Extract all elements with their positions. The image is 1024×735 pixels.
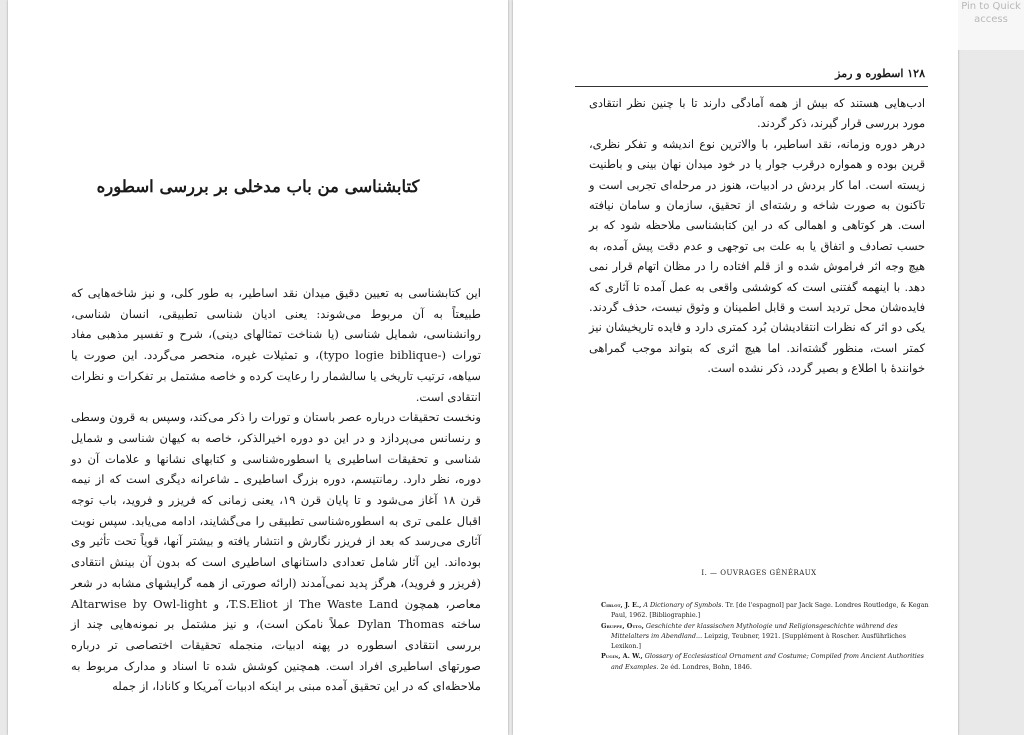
bibliography-section-heading: I. — OUVRAGES GÉNÉRAUX <box>701 569 817 577</box>
right-book-page <box>513 0 958 735</box>
entry-author: Gruppe, Otto, <box>601 621 644 630</box>
chapter-title: کتابشناسی من باب مدخلی بر بررسی اسطوره <box>96 177 420 196</box>
entry-title: Glossary of Ecclesiastical Ornament and Costume; Compiled from Ancient Authorities and Examples <box>611 652 924 671</box>
header-rule <box>575 86 928 87</box>
entry-author: Cirlot, J. E., <box>601 601 642 609</box>
entry-details: ... Leipzig, Teubner, 1921. [Supplément à Roscher. Ausführliches Lexikon.] <box>611 631 906 651</box>
entry-author: Pugin, A. W., <box>601 652 643 661</box>
left-paragraph-2: ونخست تحقیقات درباره عصر باستان و تورات را ذکر می‌کند، وسپس به قرون وسطی و رنسانس می‌پردازد و در این دو دوره اخیرالذکر، خاصه به کیهان شناسی و شمایل شناسی و تحقیقات اساطیری یا اسطوره‌شناسی و کتابهای نشانها و علامات آن دو دوره، نظر دارد. رمانتیسم، دوره بزرگ اساطیری ـ شاعرانه دیگری است که از نیمه قرن ۱۸ آغاز می‌شود و تا پایان قرن ۱۹، یعنی زمانی که فریزر و فروید، باب توجه اقبال علمی تری به اسطوره‌شناسی تطبیقی را می‌گشایند، ادامه می‌یابد. سپس نوبت آثاری می‌رسد که بعد از فریزر نگارش و انتشار یافته و بیشتر آنها، قویاً تحت تأثیر وی بوده‌اند. این آثار شامل تعدادی داستانهای اساطیری است که بدون آن بینش انتقادی (فریزر و فروید)، هرگز پدید نمی‌آمدند (ارائه صورتی از همه گرایشهای مشابه در شعر معاصر، همچون The Waste Land از T.S.Eliot، و Altarwise by Owl-light ساخته Dylan Thomas عملاً نامکن است)، و نیز مشتمل بر نمونه‌هایی چند از بررسی انتقادی اسطوره در پهنه ادبیات، منجمله تحقیقات اختصاصی تر درباره صورتهای اساطیری افراد است. همچنین کوشش شده تا اسناد و مدارک مربوط به ملاحظه‌ای که در این تحقیق آمده مبنی بر اینکه ادبیات آمریکا و کانادا، از جمله <box>71 410 482 694</box>
entry-title: Geschichte der klassischen Mythologie und Religionsgeschichte während des Mittelalters im Abendland <box>611 621 898 640</box>
right-paragraph-1: ادب‌هایی هستند که بیش از همه آمادگی دارند تا با چنین نظر انتقادی مورد بررسی قرار گیرند، ذکر گردند. <box>589 97 925 131</box>
entry-title: A Dictionary of Symbols <box>643 601 722 609</box>
bibliography-entry <box>601 621 929 652</box>
right-paragraph-2: درهر دوره وزمانه، نقد اساطیر، با والاترین نوع اندیشه و تفکر نظری، قرین بوده و همواره درقرب جوار یا در خود میدان نهان بینی و باطنیت زیسته است. اما کار بردش در ادبیات، هنوز در مرحله‌ای تجربی است و تاکنون به صورت شاخه و رشته‌ای از تحقیق، سازمان و سامان نیافته است. هر کوتاهی و اهمالی که در این کتابشناسی ملاحظه شود که بر حسب تصادف و اتفاق یا به علت بی توجهی و عدم دقت پیش آمده، به هیچ وجه اثر فراموش شده و از قلم افتاده را در مظان اتهام قرار نمی دهد. با اینهمه گفتنی است که کوششی واقعی به عمل آمده تا آثاری که فایده‌شان محل تردید است و قابل اطمینان و وثوق نیست، حذف گردند. یکی دو اثر که نظرات انتقادیشان بُرد کمتری دارد و فایده تاریخیشان نیز کمتر است، منظور گشته‌اند. اما هیچ اثری که بتواند موجب گمراهی خوانندهٔ با اطلاع و بصیر گردد، ذکر نشده است. <box>589 137 925 376</box>
running-head: ۱۲۸ اسطوره و رمز <box>835 67 925 80</box>
bibliography-entry <box>601 600 929 621</box>
entry-details: . 2e éd. Londres, Bohn, 1846. <box>656 662 752 671</box>
pin-to-quick-access-button[interactable]: Pin to Quick access <box>958 0 1024 50</box>
left-page-body <box>71 283 481 697</box>
bibliography-list <box>601 600 929 672</box>
left-paragraph-1: این کتابشناسی به تعیین دقیق میدان نقد اساطیر، به طور کلی، و نیز شاخه‌هایی که طبیعتاً به آن مربوط می‌شوند: یعنی ادیان شناسی تطبیقی، انسان شناسی، روانشناسی، شمایل شناسی (یا شناخت تمثالهای دینی)، شرح و تفسیر مذهبی مفاد تورات (-typo logie biblique)، و تمثیلات غیره، منحصر می‌گردد. این صورت یا سیاهه، ترتیب تاریخی یا سالشمار را رعایت کرده و خاصه مشتمل بر تفکرات و نظرات انتقادی است. <box>71 286 481 404</box>
entry-details: . Tr. [de l'espagnol] par Jack Sage. Londres Routledge, & Kegan Paul, 1962. [Bibliographie.] <box>611 601 929 620</box>
right-page-body <box>589 94 925 380</box>
bibliography-entry <box>601 651 929 672</box>
left-book-page <box>8 0 508 735</box>
